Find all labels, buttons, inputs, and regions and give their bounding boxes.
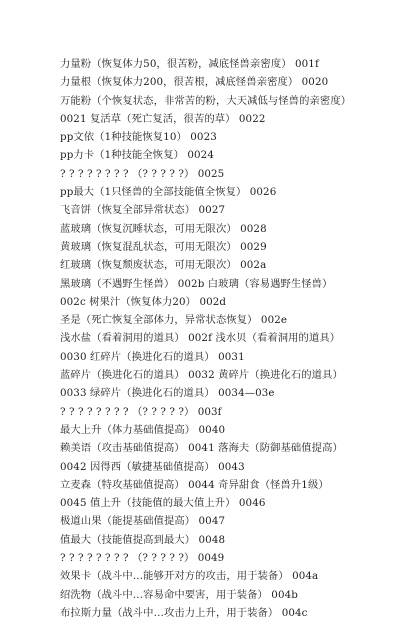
text-line: 效果卡（战斗中…能够开对方的攻击，用于装备） 004a: [60, 570, 319, 583]
text-line: 绍洗物（战斗中…容易命中要害，用于装备） 004b: [60, 588, 298, 601]
text-line: 蓝玻璃（恢复沉睡状态，可用无限次） 0028: [60, 222, 267, 235]
text-line: 蓝碎片（换进化石的道具） 0032 黄碎片（换进化石的道具）: [60, 369, 343, 382]
text-line: 值最大（技能值提高到最大） 0048: [60, 533, 226, 546]
text-line: 浅水盐（看着洞用的道具） 002f 浅水贝（看着洞用的道具）: [60, 332, 341, 345]
text-line: ? ? ? ? ? ? ? ? （? ? ? ? ?） 003f: [60, 405, 222, 418]
text-line: 极道山果（能提基础值提高） 0047: [60, 515, 226, 528]
text-line: 0045 值上升（技能值的最大值上升） 0046: [60, 497, 266, 510]
text-line: 0042 因得西（敏捷基础值提高） 0043: [60, 460, 245, 473]
text-line: ? ? ? ? ? ? ? ? （? ? ? ? ?） 0025: [60, 167, 225, 180]
text-line: 002c 树果汁（恢复体力20） 002d: [60, 295, 227, 308]
text-line: pp文依（1种技能恢复10） 0023: [60, 131, 217, 144]
text-line: 圣是（死亡恢复全部体力，异常状态恢复） 002e: [60, 314, 288, 327]
text-line: 力量粉（恢复体力50，很苦粉，减底怪兽亲密度） 001f: [60, 58, 319, 70]
text-line: 黄玻璃（恢复混乱状态，可用无限次） 0029: [60, 240, 267, 253]
text-line: 力量根（恢复体力200，很苦根，减底怪兽亲密度） 0020: [60, 76, 329, 89]
text-line: 布拉斯力量（战斗中…攻击力上升，用于装备） 004c: [60, 606, 308, 619]
text-line: 0021 复活草（死亡复活，很苦的草） 0022: [60, 112, 266, 125]
text-line: pp力卡（1种技能全恢复） 0024: [60, 149, 214, 162]
text-line: 0030 红碎片（换进化石的道具） 0031: [60, 350, 245, 363]
text-line: 立麦森（特攻基础值提高） 0044 奇异甜食（怪兽升1级）: [60, 478, 329, 491]
text-line: 万能粉（个恢复状态，非常苦的粉，大天减低与怪兽的亲密度）: [60, 94, 352, 107]
text-line: ? ? ? ? ? ? ? ? （? ? ? ? ?） 0049: [60, 552, 225, 565]
text-line: 最大上升（体力基础值提高） 0040: [60, 423, 226, 436]
text-line: 赖美语（攻击基础值提高） 0041 落海夫（防御基础值提高）: [60, 442, 343, 455]
text-line: 0033 绿碎片（换进化石的道具） 0034—03e: [60, 387, 275, 400]
text-line: 飞音饼（恢复全部异常状态） 0027: [60, 204, 226, 217]
text-line: pp最大（1只怪兽的全部技能值全恢复） 0026: [60, 186, 277, 199]
text-line: 红玻璃（恢复颓废状态，可用无限次） 002a: [60, 259, 267, 272]
text-line: 黑玻璃（不遇野生怪兽） 002b 白玻璃（容易遇野生怪兽）: [60, 277, 333, 290]
